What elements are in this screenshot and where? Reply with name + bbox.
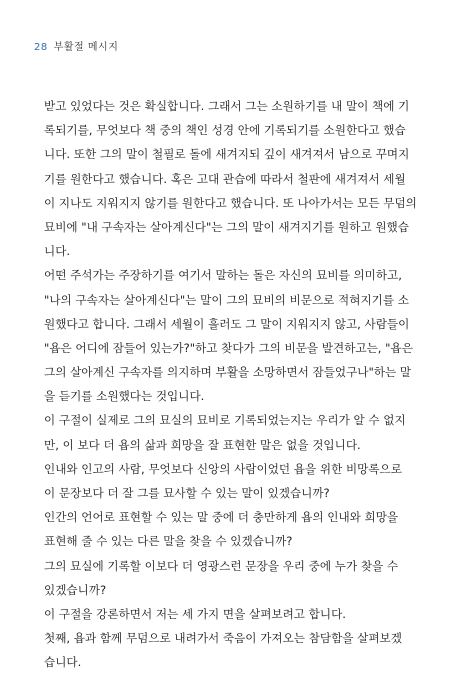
text-line: 습니다.	[44, 655, 82, 670]
text-line: 록되기를, 무엇보다 책 중의 책인 성경 안에 기록되기를 소원한다고 했습	[44, 123, 406, 138]
text-line: "욥은 어디에 잠들어 있는가?"하고 찾다가 그의 비문을 발견하고는, "욥은	[44, 340, 413, 355]
text-line: 있겠습니까?	[44, 582, 107, 597]
running-header	[34, 38, 118, 53]
text-line: 인간의 언어로 표현할 수 있는 말 중에 더 충만하게 욥의 인내와 희망을	[44, 510, 399, 525]
text-line: "나의 구속자는 살아계신다"는 말이 그의 묘비의 비문으로 적혀지기를 소	[44, 292, 409, 307]
text-line: 묘비에 "내 구속자는 살아계신다"는 그의 말이 새겨지기를 원하고 원했습	[44, 219, 409, 234]
text-line: 이 구절이 실제로 그의 묘실의 묘비로 기록되었는지는 우리가 알 수 없지	[44, 413, 406, 428]
text-line: 표현해 줄 수 있는 다른 말을 찾을 수 있겠습니까?	[44, 534, 293, 549]
page-number: 28	[34, 42, 48, 53]
text-line: 이 문장보다 더 잘 그를 묘사할 수 있는 말이 있겠습니까?	[44, 486, 330, 500]
text-line: 만, 이 보다 더 욥의 삶과 희망을 잘 표현한 말은 없을 것입니다.	[44, 437, 361, 452]
text-line: 이 지나도 지워지지 않기를 원한다고 했습니다. 또 나아가서는 모든 무덤의	[44, 195, 417, 210]
text-line: 니다.	[44, 244, 71, 259]
body-text	[44, 94, 427, 675]
text-line: 원했다고 합니다. 그래서 세월이 흘러도 그 말이 지워지지 않고, 사람들이	[44, 316, 410, 331]
text-line: 그의 살아계신 구속자를 의지하며 부활을 소망하면서 잠들었구나"하는 말	[44, 365, 412, 380]
text-line: 이 구절을 강론하면서 저는 세 가지 면을 살펴보려고 합니다.	[44, 606, 346, 621]
text-line: 어떤 주석가는 주장하기를 여기서 말하는 돌은 자신의 묘비를 의미하고,	[44, 268, 402, 283]
text-line: 을 듣기를 소원했다는 것입니다.	[44, 389, 205, 404]
text-line: 받고 있었다는 것은 확실합니다. 그래서 그는 소원하기를 내 말이 책에 기	[44, 99, 410, 113]
text-line: 기를 원한다고 했습니다. 혹은 고대 관습에 따라서 철판에 새겨져서 세월	[44, 171, 406, 186]
text-line: 니다. 또한 그의 말이 철필로 돌에 새겨지되 깊이 새겨져서 남으로 꾸며지	[44, 147, 410, 162]
text-line: 첫째, 욥과 함께 무덤으로 내려가서 죽음이 가져오는 참담함을 살펴보겠	[44, 631, 402, 646]
text-line: 인내와 인고의 사람, 무엇보다 신앙의 사람이었던 욥을 위한 비망록으로	[44, 461, 402, 476]
text-line: 그의 묘실에 기록할 이보다 더 영광스런 문장을 우리 중에 누가 찾을 수	[44, 558, 399, 573]
running-title: 부활절 메시지	[53, 42, 119, 53]
